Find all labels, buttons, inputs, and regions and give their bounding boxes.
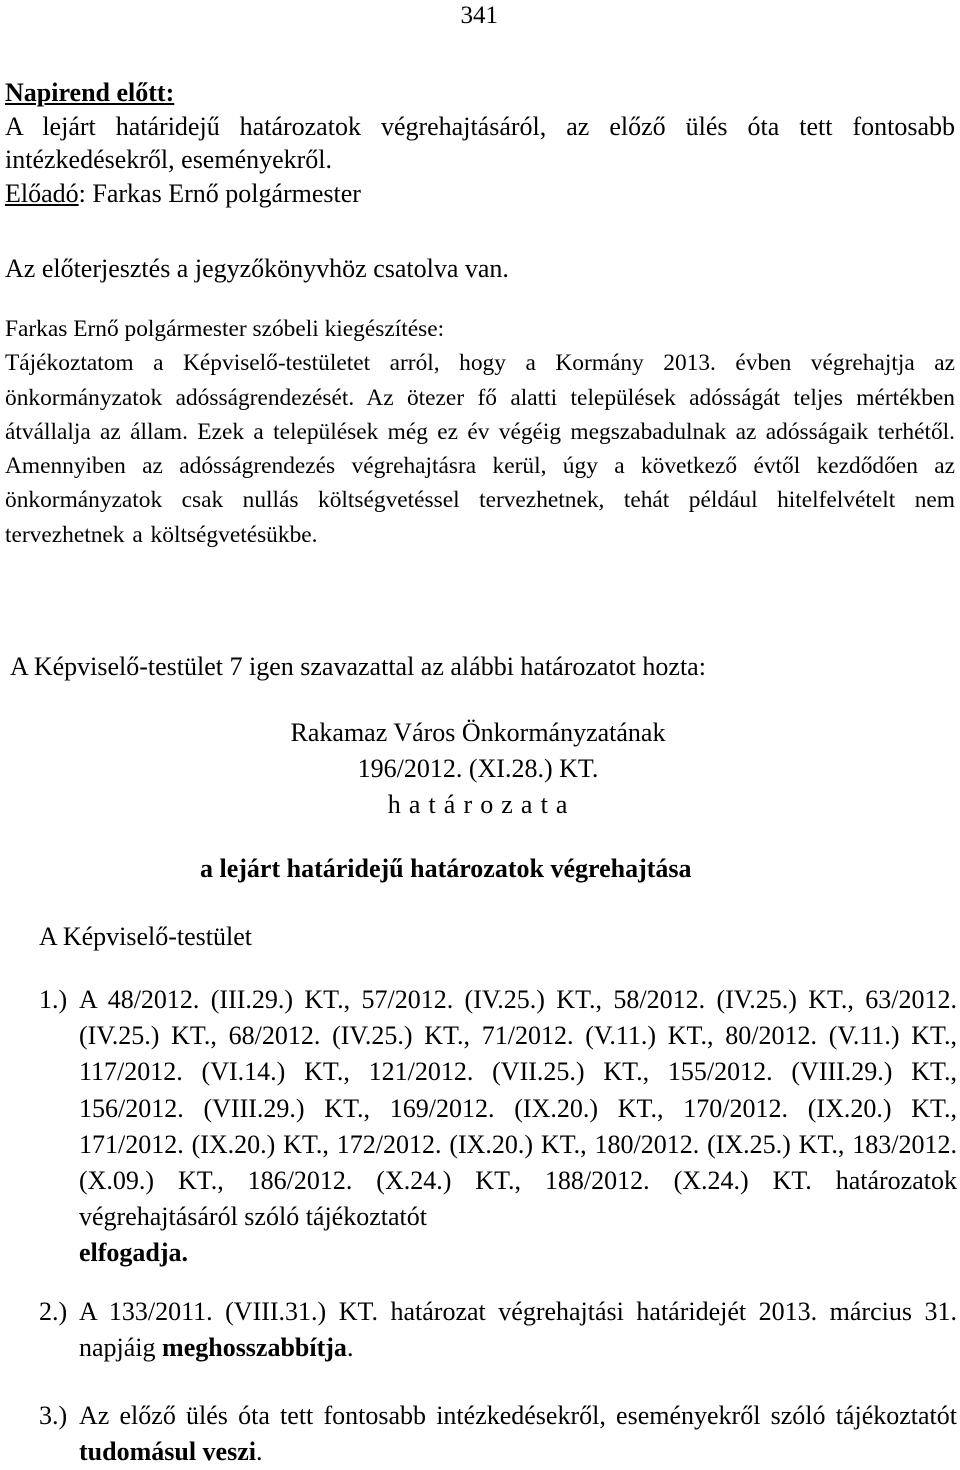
agenda-topic: A lejárt határidejű határozatok végrehajtásáról, az előző ülés óta tett fontosabb intézkedésekről, eseményekről.: [5, 111, 955, 174]
item-number: 3.): [39, 1401, 68, 1430]
item-text: [79, 982, 957, 1272]
item-text-body: Az előző ülés óta tett fontosabb intézkedésekről, eseményekről szóló tájékoztatót: [79, 1401, 957, 1430]
item-verb: tudomásul veszi: [79, 1437, 256, 1467]
presenter-label: Előadó: [5, 178, 79, 208]
item-tail: .: [255, 1437, 263, 1467]
decision-item-3: [39, 1398, 957, 1470]
item-tail: .: [346, 1333, 354, 1363]
decision-item-1: [39, 982, 957, 1272]
item-verb: meghosszabbítja: [162, 1333, 347, 1363]
addendum-text: Tájékoztatom a Képviselő-testületet arról, hogy a Kormány 2013. évben végrehajtja az önkormányzatok adósságrendezését. Az ötezer fő alatti települések adósságát teljes mértékben átvállalja az állam. Ezek a települések még ez év végéig megszabadulnak az adósságaik terhétől. Amennyiben az adósságrendezés végrehajtásra kerül, úgy a következő évtől kezdődően az önkormányzatok csak nullás költségvetéssel tervezhetnek, tehát például hitelfelvételt nem tervezhetnek a költségvetésükbe.: [5, 350, 955, 548]
decision-item-2: [39, 1294, 957, 1366]
decision-type: h a t á r o z a t a: [387, 790, 569, 819]
attachment-note: Az előterjesztés a jegyzőkönyvhöz csatolva van.: [5, 254, 509, 283]
decision-body-label: A Képviselő-testület: [39, 922, 253, 951]
item-number: 2.): [39, 1297, 68, 1326]
agenda-presenter: [5, 177, 955, 211]
agenda-section: [5, 76, 955, 210]
page-number: 341: [460, 2, 498, 29]
agenda-heading: Napirend előtt:: [5, 78, 175, 107]
item-text: [79, 1398, 957, 1470]
item-text-body: A 133/2011. (VIII.31.) KT. határozat végrehajtási határidejét 2013. március 31. napjáig: [79, 1297, 957, 1363]
item-verb: elfogadja.: [79, 1238, 189, 1268]
item-text-body: A 48/2012. (III.29.) KT., 57/2012. (IV.25.) KT., 58/2012. (IV.25.) KT., 63/2012. (IV.25.) KT., 68/2012. (IV.25.) KT., 71/2012. (V.11.) KT., 80/2012. (V.11.) KT., 117/2012. (VI.14.) KT., 121/2012. (VII.25.) KT., 155/2012. (VIII.29.) KT., 156/2012. (VIII.29.) KT., 169/2012. (IX.20.) KT., 170/2012. (IX.20.) KT., 171/2012. (IX.20.) KT., 172/2012. (IX.20.) KT., 180/2012. (IX.25.) KT., 183/2012. (X.09.) KT., 186/2012. (X.24.) KT., 188/2012. (X.24.) KT. határozatok végrehajtásáról szóló tájékoztatót: [79, 985, 957, 1232]
presenter-value: : Farkas Ernő polgármester: [78, 178, 361, 208]
decision-issuer: Rakamaz Város Önkormányzatának: [290, 718, 666, 747]
decision-number: 196/2012. (XI.28.) KT.: [357, 754, 599, 783]
addendum-section: [5, 312, 955, 552]
item-number: 1.): [39, 985, 68, 1014]
item-text: [79, 1294, 957, 1366]
addendum-heading: Farkas Ernő polgármester szóbeli kiegészítése:: [5, 316, 445, 342]
decision-subject: a lejárt határidejű határozatok végrehajtása: [200, 854, 692, 883]
vote-statement: A Képviselő-testület 7 igen szavazattal az alábbi határozatot hozta:: [10, 652, 706, 681]
